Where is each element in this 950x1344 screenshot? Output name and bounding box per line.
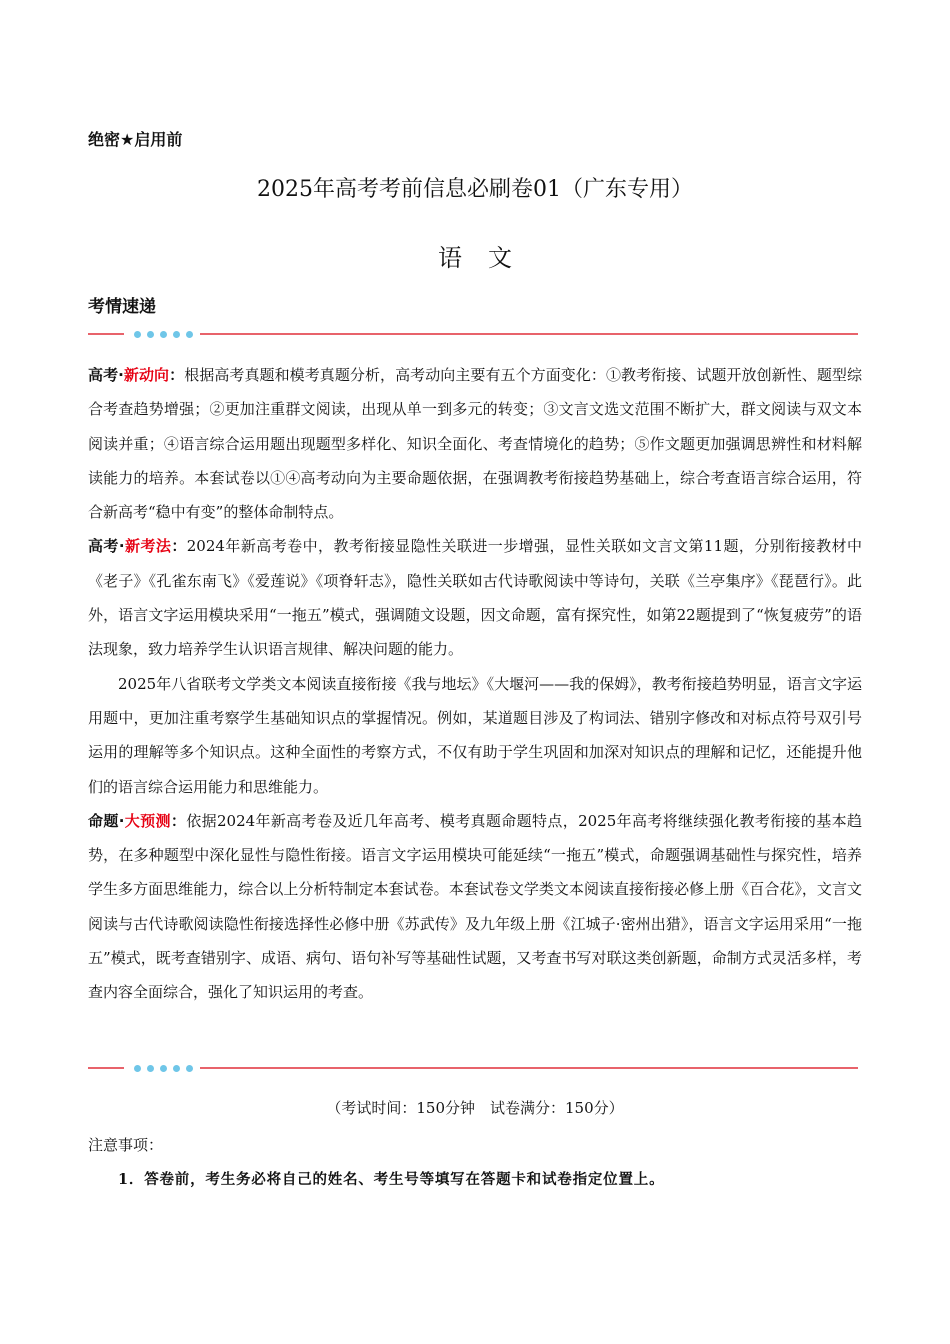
paragraph-text: 根据高考真题和模考真题分析，高考动向主要有五个方面变化：①教考衔接、试题开放创新性、题型综合考查趋势增强；②更加注重群文阅读，出现从单一到多元的转变；③文言文选文范围不断扩大，群文阅读与双文本阅读并重；④语言综合运用题出现题型多样化、知识全面化、考查情境化的趋势；⑤作文题更加强调思辨性和材料解读能力的培养。本套试卷以①④高考动向为主要命题依据，在强调教考衔接趋势基础上，综合考查语言综合运用，符合新高考“稳中有变”的整体命制特点。 <box>88 366 862 522</box>
analysis-body <box>88 358 862 1010</box>
divider-dots <box>134 1062 193 1074</box>
divider-dot <box>147 1065 154 1072</box>
paragraph-new-method <box>88 529 862 666</box>
divider-dot <box>173 331 180 338</box>
paragraph-prediction <box>88 804 862 1010</box>
section-heading: 考情速递 <box>88 297 156 317</box>
divider-dot <box>186 1065 193 1072</box>
divider-dot <box>160 331 167 338</box>
divider-dot <box>160 1065 167 1072</box>
notice-item: 1．答卷前，考生务必将自己的姓名、考生号等填写在答题卡和试卷指定位置上。 <box>118 1171 665 1188</box>
divider-dot <box>134 1065 141 1072</box>
divider-line-short <box>88 333 124 335</box>
divider-dot <box>173 1065 180 1072</box>
divider-line-long <box>200 333 858 335</box>
divider-dot <box>186 331 193 338</box>
confidential-label: 绝密★启用前 <box>88 130 183 149</box>
notice-heading: 注意事项： <box>88 1136 164 1154</box>
section-divider-bottom <box>88 1062 858 1074</box>
divider-dots <box>134 328 193 340</box>
paragraph-text: 依据2024年新高考卷及近几年高考、模考真题命题特点，2025年高考将继续强化教考衔接的基本趋势，在多种题型中深化显性与隐性衔接。语言文字运用模块可能延续“一拖五”模式，命题强调基础性与探究性，培养学生多方面思维能力，综合以上分析特制定本套试卷。本套试卷文学类文本阅读直接衔接必修上册《百合花》，文言文阅读与古代诗歌阅读隐性衔接选择性必修中册《苏武传》及九年级上册《江城子·密州出猎》，语言文字运用采用“一拖五”模式，既考查错别字、成语、病句、语句补写等基础性试题，又考查书写对联这类创新题，命制方式灵活多样，考查内容全面综合，强化了知识运用的考查。 <box>88 811 862 1002</box>
subject-title: 语文 <box>438 244 538 272</box>
section-divider-top <box>88 328 858 340</box>
divider-dot <box>147 331 154 338</box>
divider-line-long <box>200 1067 858 1069</box>
paragraph-label: 命题·大预测： <box>88 811 187 830</box>
paragraph-label: 高考·新考法： <box>88 537 187 556</box>
exam-time-score: （考试时间：150分钟 试卷满分：150分） <box>326 1099 624 1117</box>
paragraph-joint-exam: 2025年八省联考文学类文本阅读直接衔接《我与地坛》《大堰河——我的保姆》，教考衔接趋势明显，语言文字运用题中，更加注重考察学生基础知识点的掌握情况。例如，某道题目涉及了构词法、错别字修改和对标点符号双引号运用的理解等多个知识点。这种全面性的考察方式，不仅有助于学生巩固和加深对知识点的理解和记忆，还能提升他们的语言综合运用能力和思维能力。 <box>88 674 862 796</box>
paragraph-text: 2024年新高考卷中，教考衔接显隐性关联进一步增强，显性关联如文言文第11题，分别衔接教材中《老子》《孔雀东南飞》《爱莲说》《项脊轩志》，隐性关联如古代诗歌阅读中等诗句，关联《兰亭集序》《琵琶行》。此外，语言文字运用模块采用“一拖五”模式，强调随文设题，因文命题，富有探究性，如第22题提到了“恢复疲劳”的语法现象，致力培养学生认识语言规律、解决问题的能力。 <box>88 537 862 659</box>
paragraph-label: 高考·新动向： <box>88 366 185 384</box>
divider-dot <box>134 331 141 338</box>
exam-title: 2025年高考考前信息必刷卷01（广东专用） <box>257 177 693 202</box>
divider-line-short <box>88 1067 124 1069</box>
paragraph-new-trend <box>88 358 862 529</box>
